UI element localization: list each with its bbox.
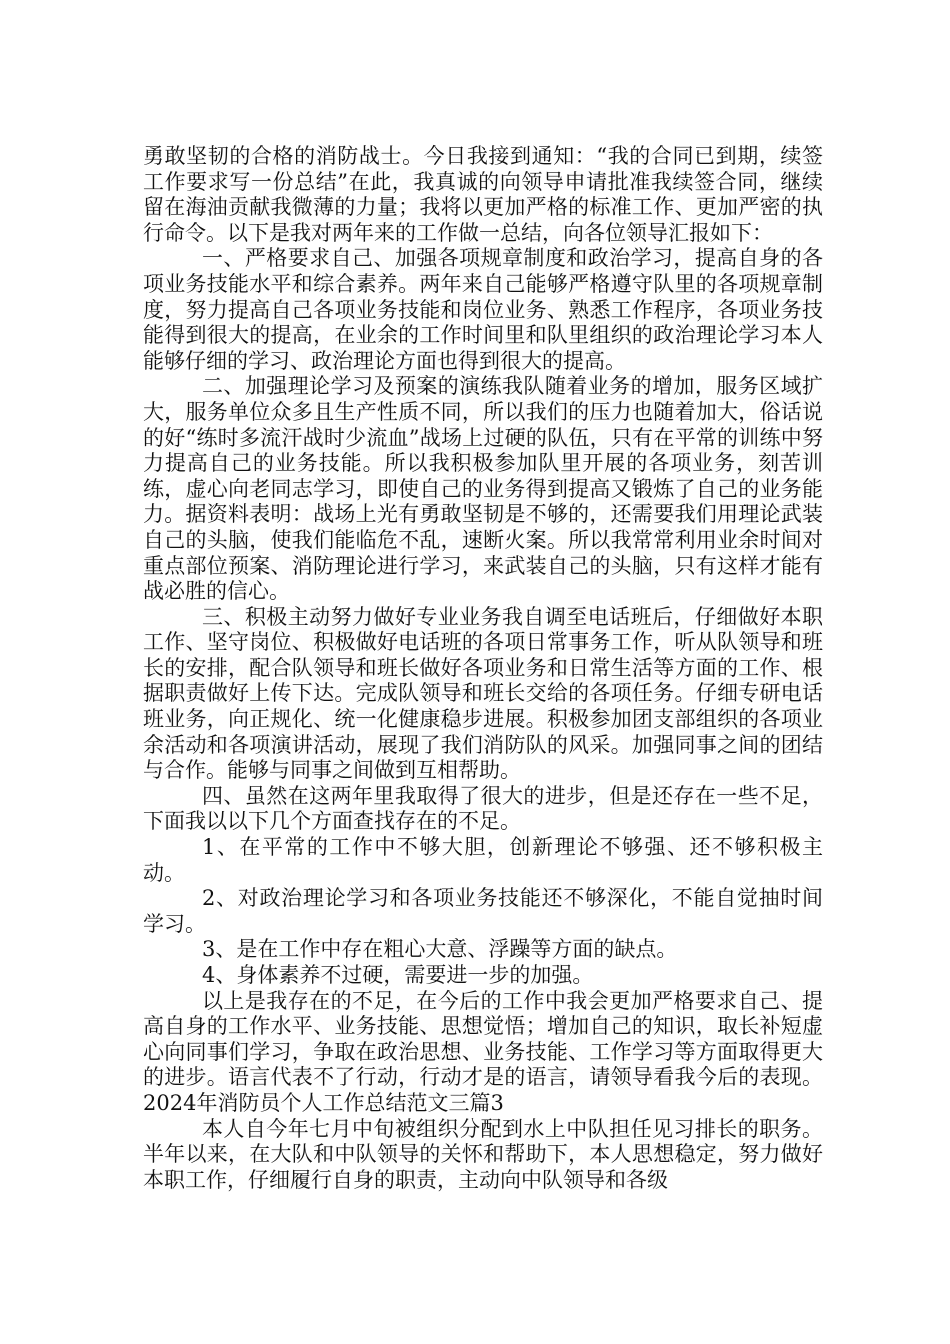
paragraph-section-1: 一、严格要求自己、加强各项规章制度和政治学习，提高自身的各项业务技能水平和综合素养。两年来自己能够严格遵守队里的各项规章制度，努力提高自己各项业务技能和岗位业务、熟悉工作程序，各项业务技能得到很大的提高，在业余的工作时间里和队里组织的政治理论学习本人能够仔细的学习、政治理论方面也得到很大的提高。 [143,246,823,373]
list-item-shortcoming-3: 3、是在工作中存在粗心大意、浮躁等方面的缺点。 [202,937,678,962]
paragraph-next-article: 本人自今年七月中旬被组织分配到水上中队担任见习排长的职务。半年以来，在大队和中队领导的关怀和帮助下，本人思想稳定，努力做好本职工作，仔细履行自身的职责，主动向中队领导和各级 [143,1116,823,1192]
paragraph-conclusion: 以上是我存在的不足，在今后的工作中我会更加严格要求自己、提高自身的工作水平、业务技能、思想觉悟；增加自己的知识，取长补短虚心向同事们学习，争取在政治思想、业务技能、工作学习等方面取得更大的进步。语言代表不了行动，行动才是的语言，请领导看我今后的表现。2024年消防员个人工作总结范文三篇3 [143,988,823,1115]
paragraph-intro: 勇敢坚韧的合格的消防战士。今日我接到通知：“我的合同已到期，续签工作要求写一份总结”在此，我真诚的向领导申请批准我续签合同，继续留在海油贡献我微薄的力量；我将以更加严格的标准工作、更加严密的执行命令。以下是我对两年来的工作做一总结，向各位领导汇报如下： [143,144,823,245]
list-item-shortcoming-4: 4、身体素养不过硬，需要进一步的加强。 [202,963,594,987]
list-item-shortcoming-2: 2、对政治理论学习和各项业务技能还不够深化，不能自觉抽时间学习。 [143,886,823,936]
paragraph-section-4: 四、虽然在这两年里我取得了很大的进步，但是还存在一些不足，下面我以以下几个方面查找存在的不足。 [143,783,823,834]
paragraph-section-3: 三、积极主动努力做好专业业务我自调至电话班后，仔细做好本职工作、坚守岗位、积极做好电话班的各项日常事务工作，听从队领导和班长的安排，配合队领导和班长做好各项业务和日常生活等方面的工作、根据职责做好上传下达。完成队领导和班长交给的各项任务。仔细专研电话班业务，向正规化、统一化健康稳步进展。积极参加团支部组织的各项业余活动和各项演讲活动，展现了我们消防队的风采。加强同事之间的团结与合作。能够与同事之间做到互相帮助。 [143,604,823,783]
document-body [143,144,823,1193]
list-item-shortcoming-1: 1、在平常的工作中不够大胆，创新理论不够强、还不够积极主动。 [143,835,823,885]
paragraph-section-2: 二、加强理论学习及预案的演练我队随着业务的增加，服务区域扩大，服务单位众多且生产性质不同，所以我们的压力也随着加大，俗话说的好“练时多流汗战时少流血”战场上过硬的队伍，只有在平常的训练中努力提高自己的业务技能。所以我积极参加队里开展的各项业务，刻苦训练，虚心向老同志学习，即使自己的业务得到提高又锻炼了自己的业务能力。据资料表明：战场上光有勇敢坚韧是不够的，还需要我们用理论武装自己的头脑，使我们能临危不乱，速断火案。所以我常常利用业余时间对重点部位预案、消防理论进行学习，来武装自己的头脑，只有这样才能有战必胜的信心。 [143,374,823,604]
